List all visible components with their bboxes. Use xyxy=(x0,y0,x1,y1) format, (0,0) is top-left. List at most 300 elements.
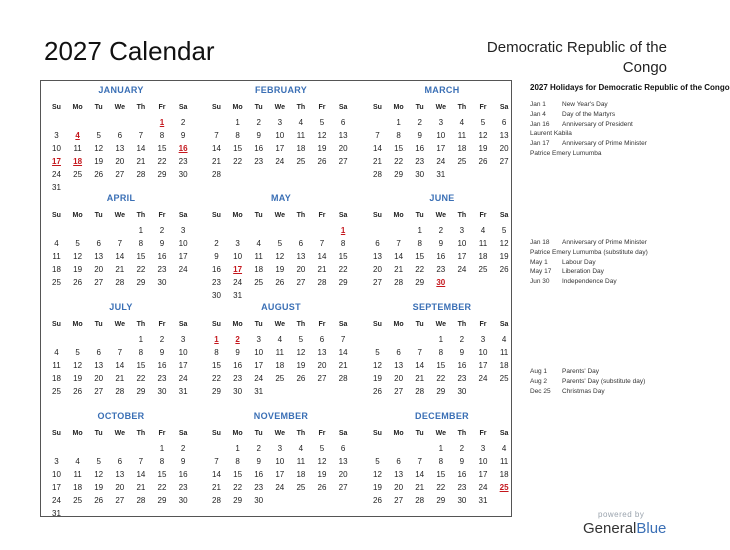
month-may xyxy=(206,193,356,301)
day-cell: 9 xyxy=(214,252,219,261)
day-cell: 20 xyxy=(394,483,404,492)
day-cell: 13 xyxy=(338,131,348,140)
weekday-header: Su xyxy=(212,430,221,437)
holiday-day-cell: 18 xyxy=(73,157,83,166)
day-cell: 1 xyxy=(396,118,401,127)
day-cell: 13 xyxy=(373,252,382,261)
day-cell: 20 xyxy=(317,361,327,370)
day-cell: 5 xyxy=(319,118,325,127)
day-cell: 18 xyxy=(296,470,306,479)
day-cell: 7 xyxy=(417,457,422,466)
day-cell: 13 xyxy=(499,131,509,140)
day-cell: 10 xyxy=(457,239,467,248)
day-cell: 5 xyxy=(480,118,486,127)
day-cell: 14 xyxy=(317,252,327,261)
day-cell: 5 xyxy=(375,348,380,357)
day-cell: 14 xyxy=(212,144,221,153)
day-cell: 10 xyxy=(178,348,188,357)
weekday-header: Su xyxy=(212,212,221,219)
day-cell: 5 xyxy=(298,335,304,344)
day-cell: 12 xyxy=(478,131,488,140)
day-cell: 26 xyxy=(373,387,382,396)
day-cell: 16 xyxy=(457,470,467,479)
day-cell: 10 xyxy=(275,457,285,466)
day-cell: 24 xyxy=(52,496,61,505)
day-cell: 3 xyxy=(480,335,486,344)
day-cell: 17 xyxy=(478,470,488,479)
day-cell: 28 xyxy=(115,278,125,287)
day-cell: 29 xyxy=(338,278,348,287)
day-cell: 27 xyxy=(394,496,404,505)
holiday-date: Jan 17 xyxy=(530,140,550,148)
holiday-entry xyxy=(530,110,695,119)
day-cell: 26 xyxy=(478,157,488,166)
day-cell: 5 xyxy=(75,239,80,248)
weekday-header: We xyxy=(435,104,446,111)
holiday-entry xyxy=(530,120,695,129)
day-cell: 21 xyxy=(115,265,125,274)
day-cell: 4 xyxy=(75,457,80,466)
month-september xyxy=(367,302,517,410)
day-cell: 19 xyxy=(94,157,104,166)
day-cell: 25 xyxy=(296,483,306,492)
day-cell: 19 xyxy=(317,144,327,153)
day-cell: 17 xyxy=(436,144,446,153)
day-cell: 23 xyxy=(157,265,167,274)
day-cell: 4 xyxy=(256,239,261,248)
holiday-name: Patrice Emery Lumumba (substitute day) xyxy=(530,248,648,256)
day-cell: 29 xyxy=(436,496,446,505)
day-cell: 7 xyxy=(340,335,346,344)
day-cell: 19 xyxy=(296,361,306,370)
holiday-date: Aug 2 xyxy=(530,377,547,385)
day-cell: 4 xyxy=(298,444,304,453)
day-cell: 5 xyxy=(96,131,101,140)
day-cell: 24 xyxy=(178,265,188,274)
day-cell: 10 xyxy=(436,131,446,140)
day-cell: 20 xyxy=(338,470,348,479)
day-cell: 29 xyxy=(415,278,425,287)
day-cell: 16 xyxy=(233,361,243,370)
day-cell: 25 xyxy=(254,278,264,287)
day-cell: 12 xyxy=(94,144,104,153)
holiday-entry xyxy=(530,129,695,138)
day-cell: 6 xyxy=(298,239,304,248)
day-cell: 15 xyxy=(157,470,167,479)
day-cell: 23 xyxy=(457,374,467,383)
day-cell: 23 xyxy=(212,278,221,287)
day-cell: 24 xyxy=(275,157,285,166)
weekday-header: Tu xyxy=(94,321,103,328)
day-cell: 25 xyxy=(52,387,61,396)
weekday-header: Th xyxy=(457,321,467,328)
day-cell: 8 xyxy=(438,457,444,466)
day-cell: 9 xyxy=(417,131,422,140)
day-cell: 12 xyxy=(73,361,83,370)
holiday-name: Independence Day xyxy=(562,278,617,286)
day-cell: 16 xyxy=(254,470,264,479)
day-cell: 19 xyxy=(373,374,382,383)
day-cell: 26 xyxy=(73,278,83,287)
day-cell: 5 xyxy=(319,444,325,453)
day-cell: 3 xyxy=(180,335,186,344)
holiday-entry xyxy=(530,149,695,158)
weekday-header: We xyxy=(114,430,125,437)
day-cell: 21 xyxy=(415,483,425,492)
day-cell: 27 xyxy=(94,278,104,287)
holiday-date: Jan 16 xyxy=(530,120,550,128)
day-cell: 2 xyxy=(159,226,165,235)
weekday-header: Sa xyxy=(178,321,188,328)
month-name: JULY xyxy=(109,302,133,312)
day-cell: 1 xyxy=(235,118,240,127)
day-cell: 27 xyxy=(115,496,125,505)
day-cell: 16 xyxy=(157,252,167,261)
day-cell: 20 xyxy=(115,157,125,166)
day-cell: 11 xyxy=(478,239,488,248)
month-february xyxy=(206,85,356,193)
day-cell: 8 xyxy=(438,348,444,357)
weekday-header: We xyxy=(435,212,446,219)
weekday-header: Sa xyxy=(338,212,348,219)
day-cell: 8 xyxy=(235,457,240,466)
holiday-name: Christmas Day xyxy=(562,387,605,395)
holiday-date: May 1 xyxy=(530,258,548,266)
weekday-header: Su xyxy=(212,321,221,328)
day-cell: 9 xyxy=(256,131,261,140)
day-cell: 24 xyxy=(478,483,488,492)
day-cell: 15 xyxy=(136,361,146,370)
weekday-header: Tu xyxy=(254,212,263,219)
month-august xyxy=(206,302,356,410)
holiday-name: Laurent Kabila xyxy=(530,130,572,138)
day-cell: 20 xyxy=(338,144,348,153)
day-cell: 26 xyxy=(275,278,285,287)
brand-blue: Blue xyxy=(636,520,667,537)
day-cell: 16 xyxy=(457,361,467,370)
holiday-name: New Year's Day xyxy=(562,101,608,108)
weekday-header: We xyxy=(274,212,285,219)
weekday-header: Fr xyxy=(479,104,487,111)
weekday-header: Mo xyxy=(393,104,404,111)
day-cell: 17 xyxy=(478,361,488,370)
day-cell: 14 xyxy=(136,470,146,479)
weekday-header: Tu xyxy=(254,104,263,111)
day-cell: 9 xyxy=(180,131,186,140)
holiday-day-cell: 25 xyxy=(499,483,509,492)
day-cell: 14 xyxy=(373,144,382,153)
day-cell: 8 xyxy=(235,131,240,140)
day-cell: 18 xyxy=(499,470,509,479)
day-cell: 3 xyxy=(438,118,444,127)
day-cell: 19 xyxy=(478,144,488,153)
day-cell: 20 xyxy=(373,265,382,274)
holiday-entry xyxy=(530,387,695,396)
day-cell: 29 xyxy=(394,170,404,179)
day-cell: 25 xyxy=(275,374,285,383)
day-cell: 12 xyxy=(296,348,306,357)
day-cell: 31 xyxy=(178,387,188,396)
brand-general: General xyxy=(583,520,637,537)
month-january xyxy=(46,85,196,193)
day-cell: 27 xyxy=(94,387,104,396)
day-cell: 2 xyxy=(438,226,444,235)
holiday-entry xyxy=(530,277,695,286)
day-cell: 28 xyxy=(338,374,348,383)
holiday-entry xyxy=(530,100,695,109)
day-cell: 12 xyxy=(94,470,104,479)
day-cell: 21 xyxy=(394,265,404,274)
day-cell: 17 xyxy=(178,252,188,261)
day-cell: 16 xyxy=(178,470,188,479)
day-cell: 7 xyxy=(396,239,401,248)
day-cell: 7 xyxy=(417,348,422,357)
day-cell: 21 xyxy=(317,265,327,274)
weekday-header: Th xyxy=(457,104,467,111)
weekday-header: Su xyxy=(212,104,221,111)
day-cell: 20 xyxy=(499,144,509,153)
weekday-header: Tu xyxy=(415,430,424,437)
day-cell: 16 xyxy=(212,265,221,274)
day-cell: 13 xyxy=(296,252,306,261)
weekday-header: Sa xyxy=(338,321,348,328)
day-cell: 8 xyxy=(417,239,422,248)
day-cell: 14 xyxy=(212,470,221,479)
day-cell: 3 xyxy=(480,444,486,453)
day-cell: 30 xyxy=(415,170,425,179)
holiday-date: Jan 18 xyxy=(530,239,550,246)
weekday-header: Tu xyxy=(415,212,424,219)
day-cell: 4 xyxy=(480,226,486,235)
weekday-header: Sa xyxy=(178,212,188,219)
day-cell: 21 xyxy=(373,157,382,166)
day-cell: 21 xyxy=(415,374,425,383)
day-cell: 22 xyxy=(157,157,167,166)
holiday-entry xyxy=(530,139,695,148)
day-cell: 16 xyxy=(436,252,446,261)
day-cell: 26 xyxy=(94,170,104,179)
weekday-header: Tu xyxy=(415,321,424,328)
month-name: JUNE xyxy=(429,193,455,203)
weekday-header: Fr xyxy=(479,212,487,219)
day-cell: 23 xyxy=(415,157,425,166)
day-cell: 26 xyxy=(499,265,509,274)
day-cell: 31 xyxy=(52,183,61,192)
weekday-header: Su xyxy=(52,104,61,111)
day-cell: 18 xyxy=(296,144,306,153)
month-december xyxy=(367,411,517,519)
weekday-header: Mo xyxy=(72,430,83,437)
day-cell: 4 xyxy=(501,335,507,344)
holiday-day-cell: 2 xyxy=(235,335,240,344)
weekday-header: We xyxy=(114,212,125,219)
day-cell: 5 xyxy=(501,226,507,235)
day-cell: 26 xyxy=(73,387,83,396)
day-cell: 19 xyxy=(499,252,509,261)
weekday-header: We xyxy=(274,430,285,437)
day-cell: 28 xyxy=(415,387,425,396)
weekday-header: Th xyxy=(296,212,306,219)
calendar-grid xyxy=(40,80,512,517)
weekday-header: Th xyxy=(136,212,146,219)
weekday-header: Th xyxy=(457,212,467,219)
day-cell: 27 xyxy=(373,278,382,287)
holiday-entry xyxy=(530,248,695,257)
day-cell: 25 xyxy=(73,496,83,505)
day-cell: 1 xyxy=(438,444,444,453)
day-cell: 29 xyxy=(436,387,446,396)
holiday-entry xyxy=(530,238,695,247)
weekday-header: Su xyxy=(52,212,61,219)
weekday-header: Th xyxy=(136,321,146,328)
month-name: OCTOBER xyxy=(97,411,145,421)
day-cell: 27 xyxy=(317,374,327,383)
day-cell: 10 xyxy=(52,470,61,479)
day-cell: 15 xyxy=(436,470,446,479)
month-name: MARCH xyxy=(424,85,460,95)
holiday-name: Anniversary of Prime Minister xyxy=(562,140,647,148)
day-cell: 27 xyxy=(296,278,306,287)
brand-logo xyxy=(583,520,666,537)
day-cell: 6 xyxy=(117,457,123,466)
day-cell: 22 xyxy=(233,157,243,166)
day-cell: 18 xyxy=(73,483,83,492)
month-july xyxy=(46,302,196,410)
day-cell: 4 xyxy=(54,239,59,248)
day-cell: 1 xyxy=(138,335,144,344)
day-cell: 13 xyxy=(115,470,125,479)
day-cell: 6 xyxy=(96,239,101,248)
weekday-header: We xyxy=(274,104,285,111)
day-cell: 29 xyxy=(233,496,243,505)
day-cell: 27 xyxy=(499,157,509,166)
day-cell: 10 xyxy=(275,131,285,140)
holiday-name: Anniversary of President xyxy=(562,120,633,128)
day-cell: 22 xyxy=(338,265,348,274)
day-cell: 2 xyxy=(256,118,261,127)
day-cell: 29 xyxy=(157,170,167,179)
day-cell: 9 xyxy=(459,457,465,466)
day-cell: 26 xyxy=(296,374,306,383)
holiday-date: Dec 25 xyxy=(530,387,551,395)
day-cell: 25 xyxy=(457,157,467,166)
day-cell: 9 xyxy=(159,239,165,248)
day-cell: 14 xyxy=(115,361,125,370)
weekday-header: Tu xyxy=(415,104,424,111)
day-cell: 17 xyxy=(254,361,264,370)
day-cell: 25 xyxy=(296,157,306,166)
day-cell: 24 xyxy=(233,278,243,287)
day-cell: 21 xyxy=(136,157,146,166)
day-cell: 15 xyxy=(394,144,404,153)
day-cell: 15 xyxy=(415,252,425,261)
day-cell: 30 xyxy=(157,278,167,287)
day-cell: 7 xyxy=(375,131,380,140)
day-cell: 30 xyxy=(457,387,467,396)
day-cell: 7 xyxy=(138,131,144,140)
day-cell: 10 xyxy=(178,239,188,248)
holiday-entry xyxy=(530,258,695,267)
holidays-title: 2027 Holidays for Democratic Republic of the Congo xyxy=(530,83,730,92)
day-cell: 19 xyxy=(275,265,285,274)
day-cell: 3 xyxy=(54,131,59,140)
weekday-header: Sa xyxy=(338,430,348,437)
day-cell: 31 xyxy=(254,387,264,396)
day-cell: 14 xyxy=(338,348,348,357)
day-cell: 28 xyxy=(373,170,382,179)
day-cell: 12 xyxy=(317,131,327,140)
holiday-name: Parents' Day (substitute day) xyxy=(562,377,646,385)
weekday-header: Su xyxy=(373,430,382,437)
day-cell: 27 xyxy=(394,387,404,396)
weekday-header: Sa xyxy=(178,104,188,111)
day-cell: 27 xyxy=(338,157,348,166)
day-cell: 10 xyxy=(478,348,488,357)
day-cell: 24 xyxy=(52,170,61,179)
weekday-header: We xyxy=(274,321,285,328)
weekday-header: Sa xyxy=(499,321,509,328)
day-cell: 28 xyxy=(212,496,221,505)
day-cell: 21 xyxy=(212,157,221,166)
holiday-date: Jan 1 xyxy=(530,101,546,108)
day-cell: 31 xyxy=(233,291,243,300)
day-cell: 26 xyxy=(94,496,104,505)
day-cell: 23 xyxy=(157,374,167,383)
day-cell: 19 xyxy=(73,374,83,383)
day-cell: 8 xyxy=(396,131,401,140)
weekday-header: Su xyxy=(373,321,382,328)
weekday-header: Sa xyxy=(178,430,188,437)
holiday-name: Patrice Emery Lumumba xyxy=(530,150,602,157)
day-cell: 10 xyxy=(254,348,264,357)
day-cell: 6 xyxy=(375,239,380,248)
day-cell: 17 xyxy=(178,361,188,370)
holiday-name: Liberation Day xyxy=(562,268,604,276)
day-cell: 29 xyxy=(136,387,146,396)
day-cell: 18 xyxy=(478,252,488,261)
holiday-date: Jun 30 xyxy=(530,278,550,286)
day-cell: 20 xyxy=(394,374,404,383)
weekday-header: Tu xyxy=(254,430,263,437)
holiday-day-cell: 30 xyxy=(436,278,446,287)
day-cell: 6 xyxy=(340,118,346,127)
weekday-header: Sa xyxy=(499,212,509,219)
weekday-header: Su xyxy=(52,321,61,328)
weekday-header: Fr xyxy=(158,212,166,219)
day-cell: 28 xyxy=(115,387,125,396)
day-cell: 5 xyxy=(375,457,380,466)
day-cell: 2 xyxy=(214,239,219,248)
day-cell: 14 xyxy=(115,252,125,261)
weekday-header: Tu xyxy=(94,104,103,111)
weekday-header: Th xyxy=(457,430,467,437)
day-cell: 9 xyxy=(256,457,261,466)
day-cell: 25 xyxy=(52,278,61,287)
day-cell: 7 xyxy=(138,457,144,466)
day-cell: 1 xyxy=(138,226,144,235)
day-cell: 21 xyxy=(338,361,348,370)
day-cell: 28 xyxy=(212,170,221,179)
day-cell: 8 xyxy=(138,239,144,248)
day-cell: 15 xyxy=(233,144,243,153)
weekday-header: Fr xyxy=(318,430,326,437)
month-october xyxy=(46,411,196,519)
day-cell: 31 xyxy=(478,496,488,505)
weekday-header: Mo xyxy=(232,104,243,111)
day-cell: 24 xyxy=(478,374,488,383)
day-cell: 3 xyxy=(277,118,283,127)
day-cell: 13 xyxy=(394,470,404,479)
